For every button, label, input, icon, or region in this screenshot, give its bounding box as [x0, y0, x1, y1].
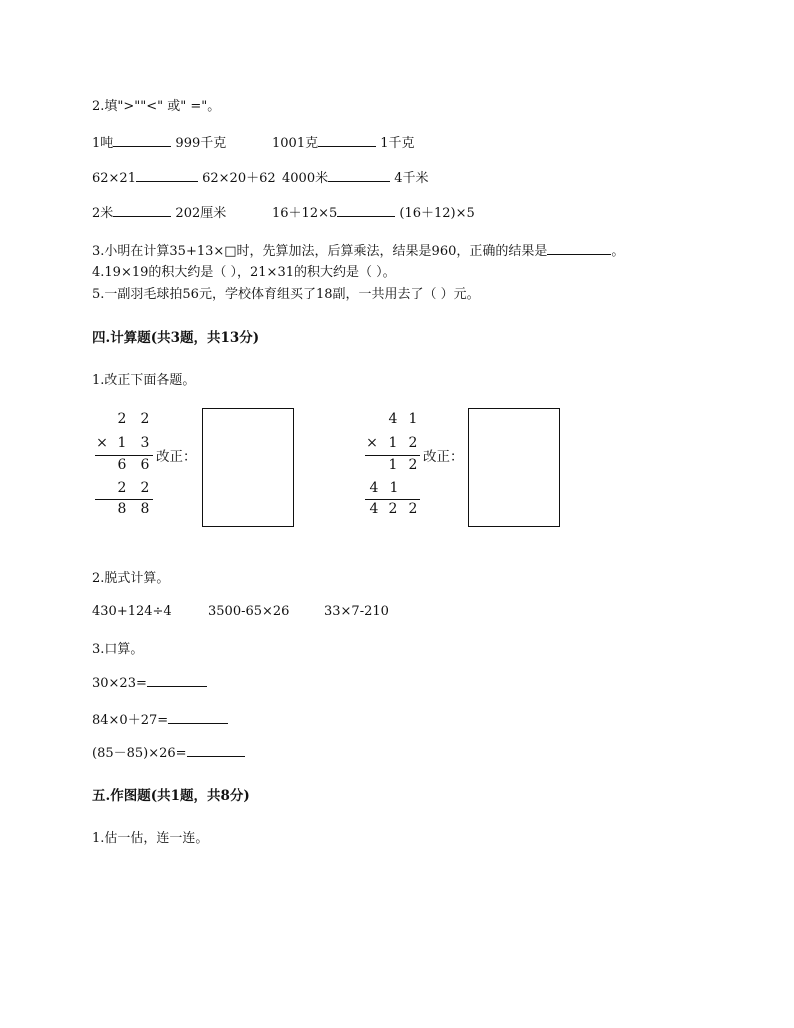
calc-item: 33×7-210: [324, 604, 389, 619]
s5-q1-prompt: 1.估一估，连一连。: [92, 831, 209, 846]
digit: 1: [117, 435, 127, 451]
q2-prompt: 2.填">""<" 或" ="。: [92, 99, 221, 114]
digit: 1: [408, 411, 418, 427]
digit: 4: [369, 501, 379, 517]
q3-suffix: 。: [611, 244, 625, 259]
digit: 2: [408, 435, 418, 451]
digit: 6: [117, 457, 127, 473]
oral-calc-item: [92, 676, 207, 691]
q2-row1-right: [272, 132, 415, 151]
multiply-sign: ×: [366, 435, 378, 451]
answer-blank[interactable]: [147, 685, 207, 687]
digit: 2: [408, 501, 418, 517]
correction-answer-box[interactable]: [468, 408, 560, 527]
oral-calc-item: [92, 709, 228, 728]
answer-blank[interactable]: [337, 215, 395, 217]
q2-row2-right: [282, 167, 429, 186]
answer-blank[interactable]: [113, 215, 171, 217]
answer-blank[interactable]: [547, 253, 611, 255]
answer-blank[interactable]: [113, 145, 171, 147]
oral-calc-expr: (85－85)×26=: [92, 746, 187, 761]
section4-title: 四.计算题(共3题，共13分): [92, 330, 260, 346]
digit: 2: [408, 457, 418, 473]
answer-blank[interactable]: [187, 755, 245, 757]
digit: 4: [369, 480, 379, 496]
q2-row2-a: 62×21: [92, 171, 136, 186]
calc-item: 430+124÷4: [92, 604, 172, 619]
divider-line: [365, 455, 420, 456]
q3-text: 3.小明在计算35+13×□时，先算加法，后算乘法，结果是960，正确的结果是: [92, 244, 548, 259]
digit: 2: [117, 411, 127, 427]
digit: 4: [388, 411, 398, 427]
digit: 2: [140, 411, 150, 427]
digit: 8: [140, 501, 150, 517]
divider-line: [365, 499, 420, 500]
q2-row2-c: 4000米: [282, 171, 329, 186]
s4-q2-prompt: 2.脱式计算。: [92, 571, 170, 586]
q2-row3: [92, 202, 226, 221]
digit: 2: [388, 501, 398, 517]
q2-row1-d: 1千克: [380, 136, 415, 151]
correction-answer-box[interactable]: [202, 408, 294, 527]
s4-q3-prompt: 3.口算。: [92, 642, 144, 657]
q3-line: [92, 240, 624, 259]
multiply-sign: ×: [96, 435, 108, 451]
digit: 6: [140, 457, 150, 473]
section5-title: 五.作图题(共1题，共8分): [92, 788, 250, 804]
q2-row1: [92, 132, 226, 151]
q2-row2-d: 4千米: [394, 171, 429, 186]
oral-calc-expr: 30×23=: [92, 676, 147, 691]
q2-row3-b: 202厘米: [175, 206, 227, 221]
q2-row2: [92, 167, 276, 186]
answer-blank[interactable]: [318, 145, 376, 147]
oral-calc-expr: 84×0＋27=: [92, 713, 169, 728]
calc-item: 3500-65×26: [208, 604, 290, 619]
q2-row3-a: 2米: [92, 206, 114, 221]
divider-line: [95, 455, 153, 456]
answer-blank[interactable]: [168, 722, 228, 724]
q2-row1-c: 1001克: [272, 136, 319, 151]
q4-text: 4.19×19的积大约是（ ），21×31的积大约是（ ）。: [92, 265, 396, 280]
digit: 2: [117, 480, 127, 496]
oral-calc-item: [92, 742, 245, 761]
q2-row1-b: 999千克: [175, 136, 227, 151]
q5-text: 5.一副羽毛球拍56元，学校体育组买了18副，一共用去了（ ）元。: [92, 287, 480, 302]
correction-label: 改正：: [423, 449, 464, 465]
q2-row3-c: 16＋12×5: [272, 206, 338, 221]
s4-q1-prompt: 1.改正下面各题。: [92, 373, 196, 388]
digit: 3: [140, 435, 150, 451]
digit: 8: [117, 501, 127, 517]
q2-row3-right: [272, 202, 475, 221]
digit: 2: [140, 480, 150, 496]
q2-row2-b: 62×20＋62: [202, 171, 276, 186]
q2-row3-d: (16＋12)×5: [399, 206, 475, 221]
correction-label: 改正：: [156, 449, 197, 465]
digit: 1: [388, 457, 398, 473]
answer-blank[interactable]: [136, 180, 198, 182]
divider-line: [95, 499, 153, 500]
q2-row1-a: 1吨: [92, 136, 114, 151]
digit: 1: [388, 435, 398, 451]
digit: 1: [389, 480, 399, 496]
answer-blank[interactable]: [328, 180, 390, 182]
